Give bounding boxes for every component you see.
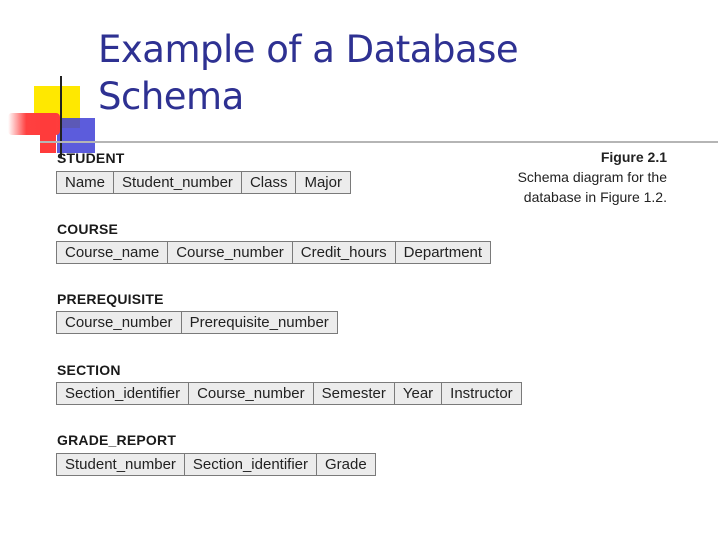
relation-name-prerequisite: PREREQUISITE	[57, 291, 164, 307]
attribute-cell: Semester	[314, 383, 395, 404]
caption-line-2: database in Figure 1.2.	[523, 189, 667, 205]
attribute-cell: Year	[395, 383, 442, 404]
relation-name-course: COURSE	[57, 221, 119, 237]
decorative-red-block	[40, 113, 56, 153]
attribute-cell: Student_number	[114, 172, 242, 193]
attribute-cell: Department	[403, 244, 483, 261]
attribute-cell: Section_identifier	[185, 454, 317, 475]
attribute-cell: Grade	[325, 456, 367, 473]
attribute-cell: Prerequisite_number	[189, 314, 329, 331]
relation-table-prerequisite	[56, 311, 338, 334]
relation-name-section: SECTION	[57, 362, 121, 378]
relation-table-course	[56, 241, 491, 264]
relation-table-grade-report	[56, 453, 376, 476]
attribute-cell: Instructor	[450, 385, 513, 402]
figure-number: Figure 2.1	[600, 149, 667, 165]
attribute-cell: Credit_hours	[293, 242, 396, 263]
relation-table-section	[56, 382, 522, 405]
attribute-cell: Course_number	[189, 383, 314, 404]
attribute-cell: Course_number	[57, 312, 182, 333]
decorative-vertical-line	[60, 76, 62, 158]
title-divider	[40, 141, 718, 143]
relation-table-student	[56, 171, 351, 194]
relation-name-grade-report: GRADE_REPORT	[57, 432, 177, 448]
slide-title-line1: Example of a Database	[98, 28, 519, 71]
caption-line-1: Schema diagram for the	[517, 169, 667, 185]
decorative-blue-square	[57, 118, 95, 153]
attribute-cell: Student_number	[57, 454, 185, 475]
slide-title-line2: Schema	[98, 75, 244, 118]
attribute-cell: Section_identifier	[57, 383, 189, 404]
attribute-cell: Major	[304, 174, 342, 191]
figure-caption	[518, 148, 667, 207]
slide-title	[98, 26, 518, 120]
attribute-cell: Class	[242, 172, 297, 193]
attribute-cell: Course_name	[57, 242, 168, 263]
attribute-cell: Course_number	[168, 242, 293, 263]
attribute-cell: Name	[57, 172, 114, 193]
relation-name-student: STUDENT	[57, 150, 125, 166]
